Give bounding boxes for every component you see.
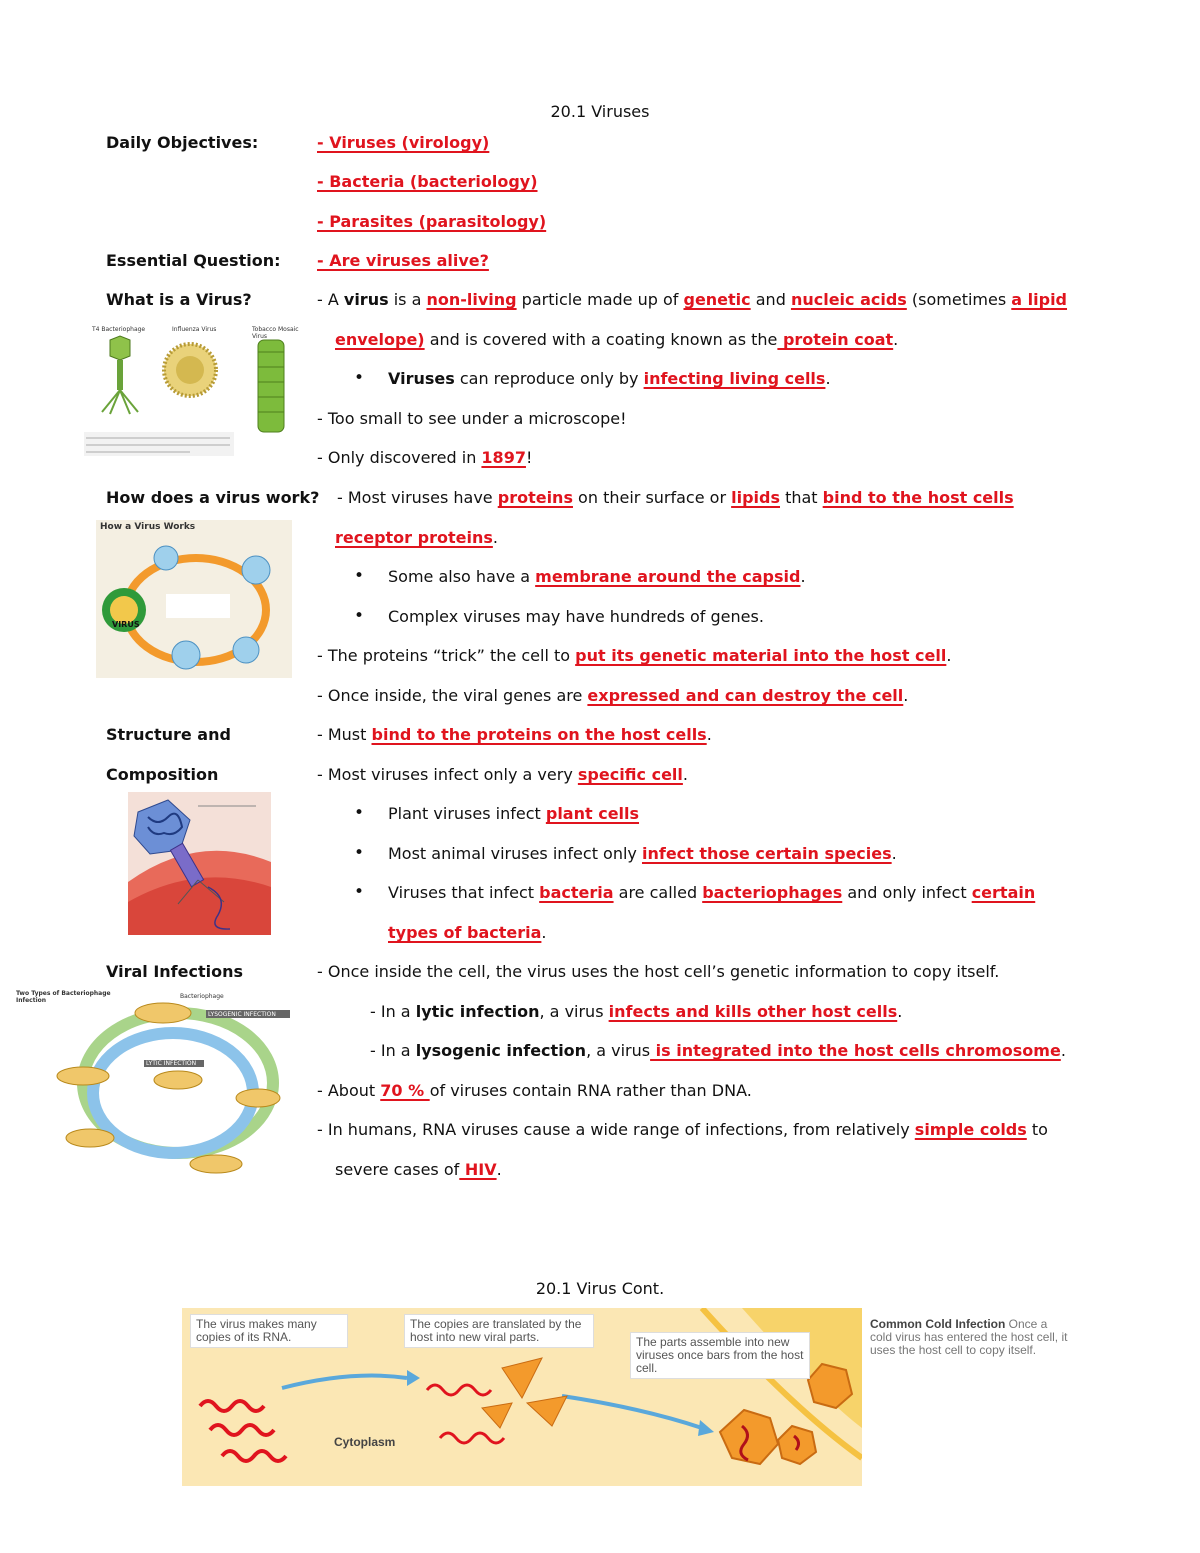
how-line-6: - Once inside, the viral genes are expressed and can destroy the cell. (317, 686, 909, 705)
structure-bullet-3-cont: types of bacteria. (388, 923, 547, 942)
how-virus-works-figure: How a Virus Works VIRUS (96, 520, 292, 678)
label-structure: Structure and (106, 725, 231, 744)
virus-structures-figure: T4 Bacteriophage Influenza Virus Tobacco Mosaic Virus (80, 322, 310, 460)
objective-parasitology: - Parasites (parasitology) (317, 212, 547, 231)
banner-cytoplasm-label: Cytoplasm (334, 1435, 396, 1449)
what-line-5: - Only discovered in 1897! (317, 448, 533, 467)
label-essential-question: Essential Question: (106, 251, 281, 270)
banner-box-1: The virus makes many copies of its RNA. (190, 1314, 348, 1348)
structure-line-1: - Must bind to the proteins on the host cells. (317, 725, 712, 744)
how-line-5: - The proteins “trick” the cell to put its genetic material into the host cell. (317, 646, 952, 665)
page2-title: 20.1 Virus Cont. (535, 1279, 665, 1298)
what-bullet-1: • Viruses can reproduce only by infecting living cells. (388, 369, 831, 388)
banner-box-3: The parts assemble into new viruses once bars from the host cell. (630, 1332, 810, 1379)
cold-infection-banner (182, 1308, 862, 1486)
objective-bacteriology: - Bacteria (bacteriology) (317, 172, 538, 191)
page-title: 20.1 Viruses (550, 102, 650, 121)
structure-bullet-3: • Viruses that infect bacteria are called bacteriophages and only infect certain (388, 883, 1035, 902)
essential-answer: - Are viruses alive? (317, 251, 489, 270)
structure-bullet-1: • Plant viruses infect plant cells (388, 804, 639, 823)
what-line-4: - Too small to see under a microscope! (317, 409, 627, 428)
structure-bullet-2: • Most animal viruses infect only infect those certain species. (388, 844, 897, 863)
infection-types-figure: Two Types of Bacteriophage Infection LYSOGENIC INFECTION LYTIC INFECTION Bacteriophage (8, 988, 308, 1190)
label-daily-objectives: Daily Objectives: (106, 133, 259, 152)
objective-virology: - Viruses (virology) (317, 133, 490, 152)
structure-composition-figure (128, 792, 271, 935)
viral-line-5: - In humans, RNA viruses cause a wide range of infections, from relatively simple colds to (317, 1120, 1048, 1139)
cold-infection-caption: Common Cold Infection Once a cold virus has entered the host cell, it uses the host cell to copy itself. (870, 1317, 1068, 1357)
viral-line-3: - In a lysogenic infection, a virus is integrated into the host cells chromosome. (370, 1041, 1066, 1060)
how-bullet-2: • Complex viruses may have hundreds of genes. (388, 607, 764, 626)
virus-structures-drawing (80, 322, 310, 460)
label-viral-infections: Viral Infections (106, 962, 244, 981)
what-line-2: envelope) and is covered with a coating known as the protein coat. (335, 330, 899, 349)
viral-line-6: severe cases of HIV. (335, 1160, 502, 1179)
label-how-virus-works: How does a virus work? (106, 488, 320, 507)
what-line-1: - A virus is a non-living particle made up of genetic and nucleic acids (sometimes a lipid (317, 290, 1068, 309)
phage-injection-drawing (128, 792, 271, 935)
infection-cycle-drawing (8, 988, 308, 1190)
banner-box-2: The copies are translated by the host into new viral parts. (404, 1314, 594, 1348)
how-line-1: - Most viruses have proteins on their surface or lipids that bind to the host cells (337, 488, 1014, 507)
viral-line-1: - Once inside the cell, the virus uses the host cell’s genetic information to copy itself. (317, 962, 1000, 981)
how-virus-works-drawing (96, 520, 292, 678)
viral-line-2: - In a lytic infection, a virus infects and kills other host cells. (370, 1002, 903, 1021)
label-what-is-virus: What is a Virus? (106, 290, 252, 309)
how-bullet-1: • Some also have a membrane around the capsid. (388, 567, 806, 586)
viral-line-4: - About 70 % of viruses contain RNA rather than DNA. (317, 1081, 752, 1100)
structure-line-2: - Most viruses infect only a very specific cell. (317, 765, 688, 784)
label-composition: Composition (106, 765, 219, 784)
how-line-2: receptor proteins. (335, 528, 498, 547)
